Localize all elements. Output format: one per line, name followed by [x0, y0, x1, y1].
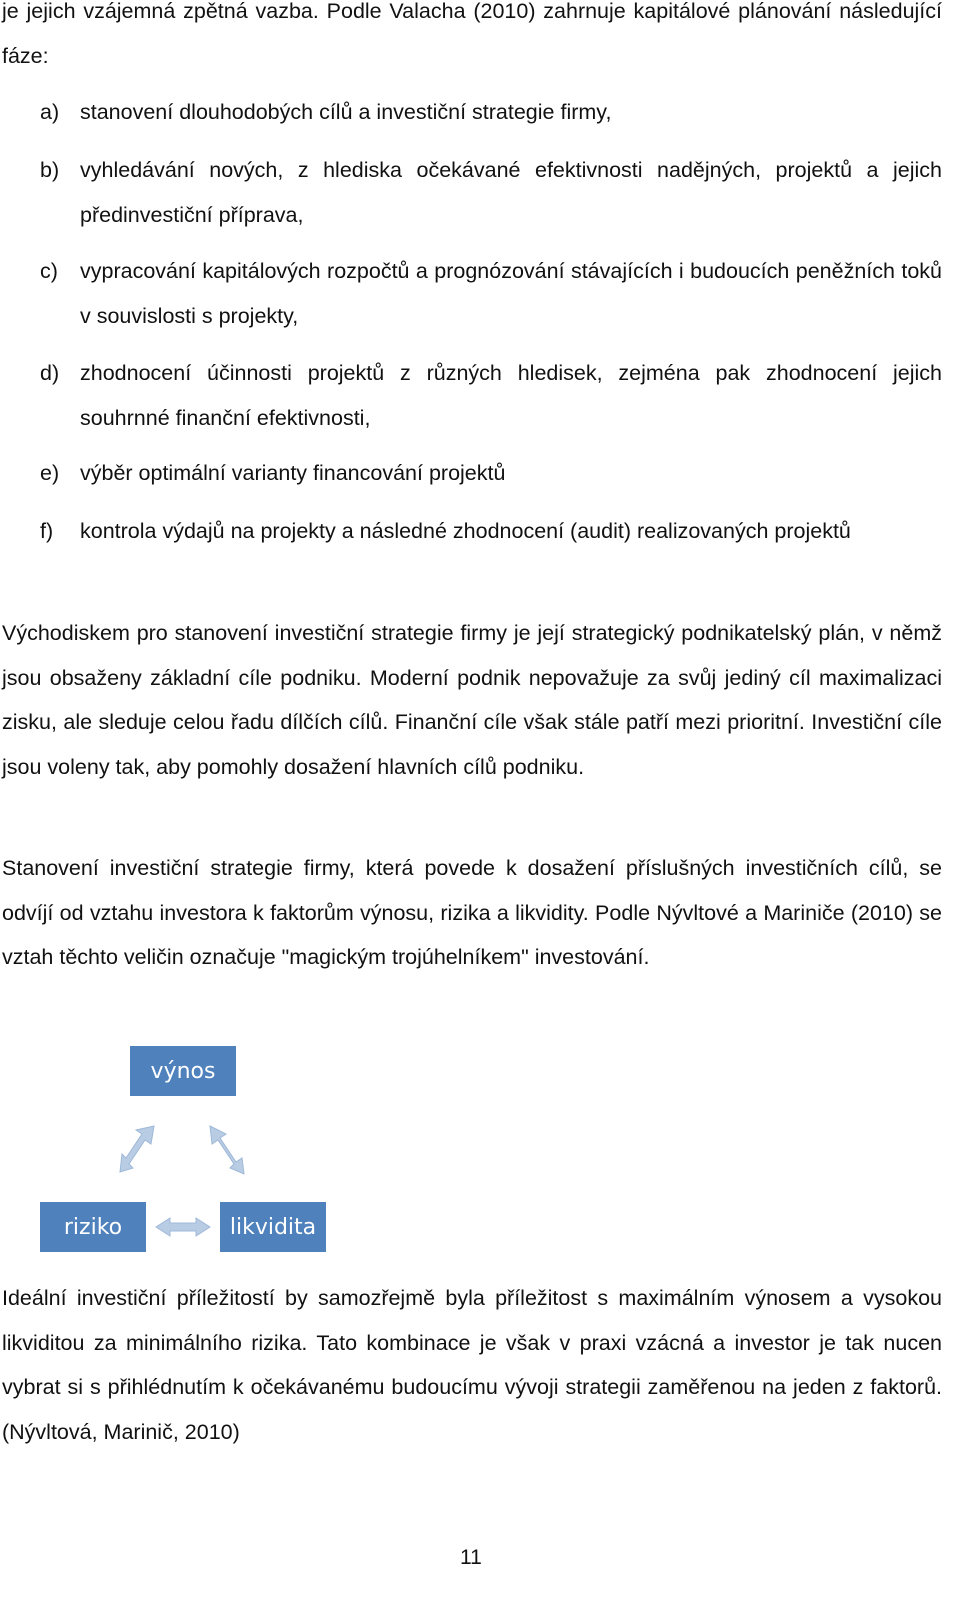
- list-marker: b): [40, 158, 60, 182]
- list-item: [40, 249, 942, 338]
- paragraph-investment-strategy: Východiskem pro stanovení investiční strategie firmy je její strategický podnikatelský plán, v němž jsou obsaženy základní cíle podniku. Moderní podnik nepovažuje za svůj jediný cíl maximalizaci zisku, ale sleduje celou řadu dílčích cílů. Finanční cíle však stále patří mezi prioritní. Investiční cíle jsou voleny tak, aby pomohly dosažení hlavních cílů podniku.: [2, 621, 942, 779]
- list-item: [40, 351, 942, 440]
- list-item-text: vyhledávání nových, z hlediska očekávané efektivnosti nadějných, projektů a jejich předinvestiční příprava,: [80, 158, 942, 227]
- list-marker: f): [40, 519, 54, 543]
- list-item: [40, 148, 942, 237]
- node-riziko: riziko: [40, 1202, 146, 1252]
- list-item: [40, 509, 942, 554]
- node-vynos: výnos: [130, 1046, 236, 1096]
- magic-triangle-diagram: [0, 1040, 400, 1260]
- list-marker: d): [40, 361, 60, 385]
- list-item: [40, 90, 942, 135]
- list-item-text: vypracování kapitálových rozpočtů a prognózování stávajících i budoucích peněžních toků v souvislosti s projekty,: [80, 259, 942, 328]
- list-item-text: výběr optimální varianty financování projektů: [80, 461, 506, 485]
- paragraph-ideal-opportunity: Ideální investiční příležitostí by samozřejmě byla příležitost s maximálním výnosem a vysokou likviditou za minimálního rizika. Tato kombinace je však v praxi vzácná a investor je tak nucen vybrat si s přihlédnutím k očekávanému budoucímu vývoji strategii zaměřenou na jeden z faktorů. (Nývltová, Marinič, 2010): [2, 1286, 942, 1444]
- paragraph-magic-triangle: Stanovení investiční strategie firmy, která povede k dosažení příslušných investičních cílů, se odvíjí od vztahu investora k faktorům výnosu, rizika a likvidity. Podle Nývltové a Mariniče (2010) se vztah těchto veličin označuje "magickým trojúhelníkem" investování.: [2, 856, 942, 969]
- list-item: [40, 451, 942, 496]
- list-item-text: stanovení dlouhodobých cílů a investiční strategie firmy,: [80, 100, 612, 124]
- arrow-vynos-likvidita-icon: [210, 1126, 244, 1174]
- list-item-text: zhodnocení účinnosti projektů z různých hledisek, zejména pak zhodnocení jejich souhrnné finanční efektivnosti,: [80, 361, 942, 430]
- list-item-text: kontrola výdajů na projekty a následné zhodnocení (audit) realizovaných projektů: [80, 519, 851, 543]
- page-number: 11: [460, 1546, 482, 1569]
- list-marker: e): [40, 461, 60, 485]
- list-marker: a): [40, 100, 60, 124]
- list-marker: c): [40, 259, 58, 283]
- arrow-riziko-likvidita-icon: [156, 1218, 210, 1236]
- arrow-vynos-riziko-icon: [120, 1126, 154, 1172]
- node-likvidita: likvidita: [220, 1202, 326, 1252]
- intro-paragraph: je jejich vzájemná zpětná vazba. Podle Valacha (2010) zahrnuje kapitálové plánování následující fáze:: [2, 0, 942, 68]
